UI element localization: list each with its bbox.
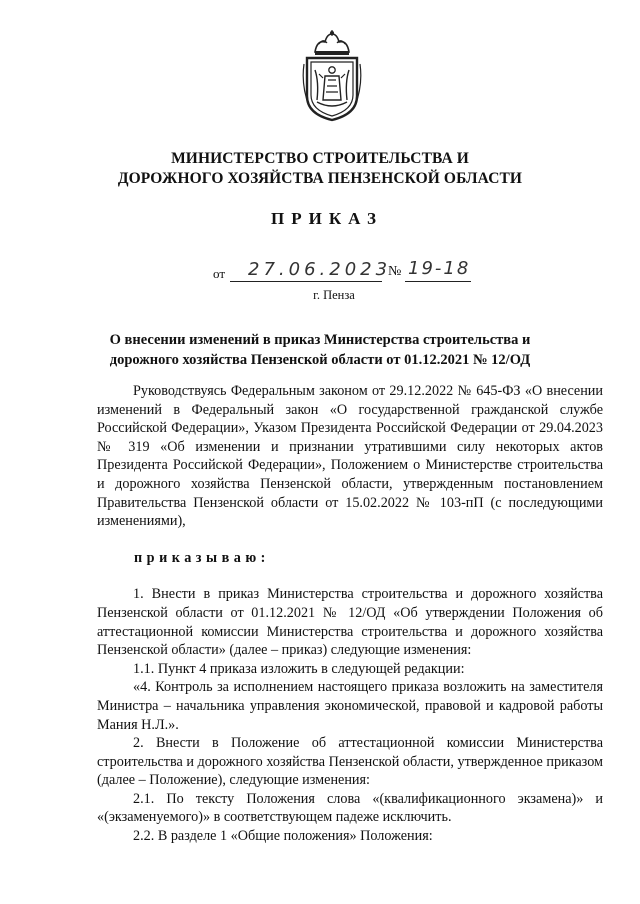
handwritten-number: 19-18 — [408, 258, 471, 279]
paragraph-2-1: 2.1. По тексту Положения слова «(квалификационного экзамена)» и «(экзаменуемого)» в соответствующем падеже исключить. — [97, 790, 603, 826]
number-underline — [405, 281, 471, 282]
paragraph-1: 1. Внести в приказ Министерства строительства и дорожного хозяйства Пензенской области от 01.12.2021 № 12/ОД «Об утверждении Положения об аттестационной комиссии Министерства строительства и дорожного хозяйства Пензенской области» (далее – приказ) следующие изменения: — [97, 586, 603, 659]
document-body — [97, 382, 603, 846]
decree-word: приказываю: — [134, 549, 270, 566]
date-underline — [230, 281, 382, 282]
penza-region-coat-of-arms-icon — [301, 30, 363, 122]
date-prefix: от — [213, 266, 226, 281]
ministry-name — [0, 149, 640, 189]
date-number-line — [0, 258, 640, 284]
paragraph-2: 2. Внести в Положение об аттестационной комиссии Министерства строительства и дорожного хозяйства Пензенской области, утвержденное приказом (далее – Положение), следующие изменения: — [97, 735, 603, 789]
paragraph-1-1-quote: «4. Контроль за исполнением настоящего приказа возложить на заместителя Министра – начальника управления экономической, правовой и кадровой работы Мания Н.Л.». — [97, 679, 603, 733]
subject-line1: О внесении изменений в приказ Министерства строительства и — [109, 332, 531, 348]
subject-line2: дорожного хозяйства Пензенской области от 01.12.2021 № 12/ОД — [109, 352, 531, 368]
paragraph-1-1: 1.1. Пункт 4 приказа изложить в следующей редакции: — [133, 660, 465, 677]
ministry-name-line2: ДОРОЖНОГО ХОЗЯЙСТВА ПЕНЗЕНСКОЙ ОБЛАСТИ — [117, 170, 523, 187]
ministry-name-line1: МИНИСТЕРСТВО СТРОИТЕЛЬСТВА И — [171, 150, 469, 167]
paragraph-2-2: 2.2. В разделе 1 «Общие положения» Положения: — [133, 828, 433, 845]
document-type-title: ПРИКАЗ — [271, 209, 383, 228]
handwritten-date: 27.06.2023 — [248, 259, 392, 280]
preamble-paragraph: Руководствуясь Федеральным законом от 29.12.2022 № 645-ФЗ «О внесении изменений в Федеральный закон «О государственной гражданской службе Российской Федерации», Указом Президента Российской Федерации от 29.04.2023 № 319 «Об изменении и признании утратившими силу некоторых актов Президента Российской Федерации», Положением о Министерстве строительства и дорожного хозяйства Пензенской области, утвержденным постановлением Правительства Пензенской области от 15.02.2022 № 103-пП (с последующими изменениями), — [97, 383, 603, 530]
document-subject — [0, 330, 640, 370]
number-prefix: № — [388, 264, 402, 279]
city-label: г. Пенза — [313, 288, 355, 302]
